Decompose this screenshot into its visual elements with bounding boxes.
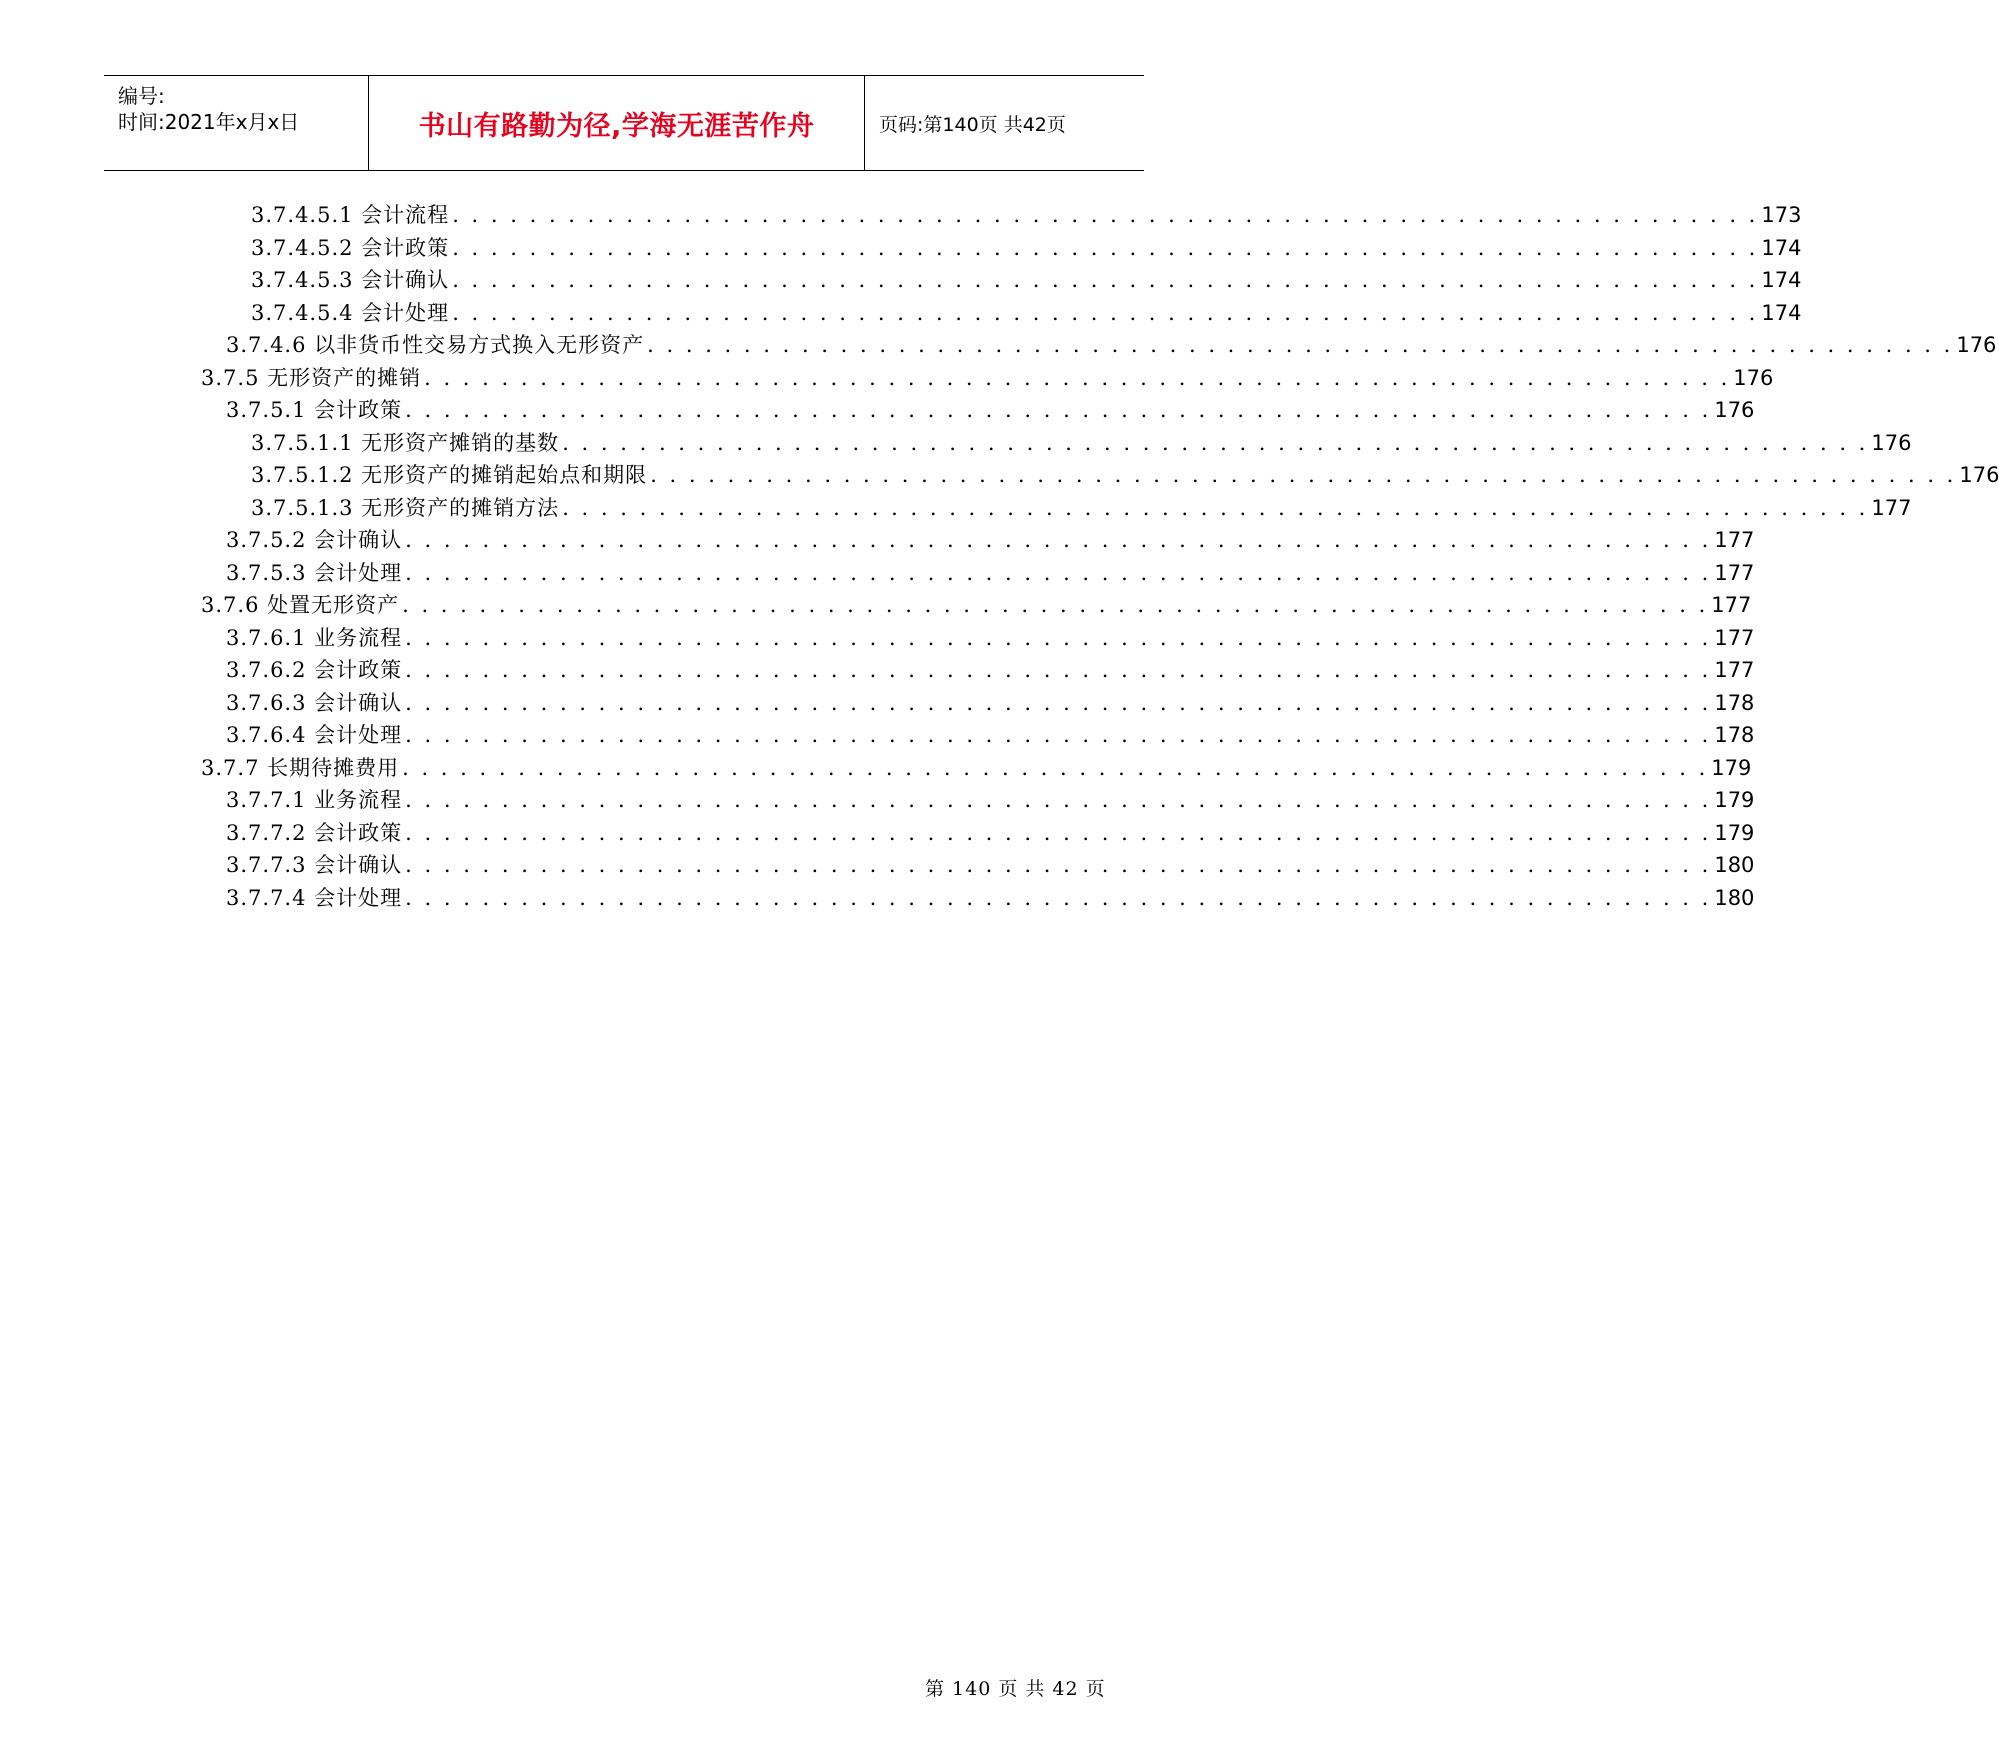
toc-entry-page: 176 bbox=[1956, 333, 1997, 357]
toc-entry[interactable] bbox=[226, 784, 1755, 816]
toc-entry[interactable] bbox=[226, 654, 1755, 686]
toc-entry-page: 180 bbox=[1714, 885, 1755, 910]
toc-entry-label: 3.7.4.6 以非货币性交易方式换入无形资产 bbox=[226, 333, 645, 357]
toc-entry-label: 3.7.6.3 会计确认 bbox=[226, 690, 403, 715]
toc-leader-dots: . . . . . . . . . . . . . . . . . . . . . . . . . . . . . . . . . . . . . . . . . . . . . . . . . . . . . . . . . . . . . . . . . . . . bbox=[562, 495, 1869, 520]
header-page-cell bbox=[865, 76, 1144, 170]
toc-entry-label: 3.7.5.1.1 无形资产摊销的基数 bbox=[251, 430, 560, 455]
toc-entry-label: 3.7.6.2 会计政策 bbox=[226, 658, 403, 682]
toc-leader-dots: . . . . . . . . . . . . . . . . . . . . . . . . . . . . . . . . . . . . . . . . . . . . . . . . . . . . . . . . . . . . . . . . . . . . bbox=[405, 560, 1712, 585]
toc-entry-label: 3.7.5.1.2 无形资产的摊销起始点和期限 bbox=[251, 463, 648, 487]
toc-entry[interactable] bbox=[251, 297, 1802, 329]
toc-entry-label: 3.7.5.1.3 无形资产的摊销方法 bbox=[251, 495, 560, 520]
page-header bbox=[104, 75, 1144, 171]
toc-entry[interactable] bbox=[201, 589, 1752, 621]
toc-entry-label: 3.7.4.5.4 会计处理 bbox=[251, 300, 450, 325]
toc-leader-dots: . . . . . . . . . . . . . . . . . . . . . . . . . . . . . . . . . . . . . . . . . . . . . . . . . . . . . . . . . . . . . . . . . . . . bbox=[405, 788, 1712, 812]
toc-leader-dots: . . . . . . . . . . . . . . . . . . . . . . . . . . . . . . . . . . . . . . . . . . . . . . . . . . . . . . . . . . . . . . . . . . . . bbox=[647, 333, 1954, 357]
toc-entry[interactable] bbox=[226, 524, 1755, 556]
toc-entry[interactable] bbox=[226, 557, 1755, 589]
toc-entry-page: 174 bbox=[1761, 300, 1802, 325]
toc-leader-dots: . . . . . . . . . . . . . . . . . . . . . . . . . . . . . . . . . . . . . . . . . . . . . . . . . . . . . . . . . . . . . . . . . . . . bbox=[424, 365, 1731, 390]
toc-entry-label: 3.7.5.1 会计政策 bbox=[226, 398, 403, 422]
toc-entry[interactable] bbox=[226, 817, 1755, 849]
toc-entry-label: 3.7.7.1 业务流程 bbox=[226, 788, 403, 812]
toc-leader-dots: . . . . . . . . . . . . . . . . . . . . . . . . . . . . . . . . . . . . . . . . . . . . . . . . . . . . . . . . . . . . . . . . . . . . bbox=[405, 723, 1712, 747]
toc-entry[interactable] bbox=[226, 849, 1755, 881]
toc-leader-dots: . . . . . . . . . . . . . . . . . . . . . . . . . . . . . . . . . . . . . . . . . . . . . . . . . . . . . . . . . . . . . . . . . . . . bbox=[650, 463, 1957, 487]
toc-entry-page: 178 bbox=[1714, 690, 1755, 715]
toc-entry[interactable] bbox=[226, 719, 1755, 751]
toc-entry[interactable] bbox=[251, 199, 1802, 231]
toc-entry[interactable] bbox=[226, 329, 1997, 361]
toc-entry-page: 177 bbox=[1714, 625, 1755, 650]
toc-leader-dots: . . . . . . . . . . . . . . . . . . . . . . . . . . . . . . . . . . . . . . . . . . . . . . . . . . . . . . . . . . . . . . . . . . . . bbox=[405, 820, 1712, 845]
toc-entry-label: 3.7.6.1 业务流程 bbox=[226, 625, 403, 650]
header-page-info: 页码:第140页 共42页 bbox=[879, 113, 1066, 136]
toc-entry-label: 3.7.6 处置无形资产 bbox=[201, 593, 400, 617]
doc-time-label: 时间:2021年x月x日 bbox=[118, 110, 300, 134]
toc-entry[interactable] bbox=[251, 264, 1802, 296]
page-footer: 第 140 页 共 42 页 bbox=[925, 1678, 1106, 1700]
header-motto: 书山有路勤为径,学海无涯苦作舟 bbox=[418, 110, 815, 142]
toc-entry-page: 179 bbox=[1714, 788, 1755, 812]
toc-entry-page: 176 bbox=[1959, 463, 1999, 487]
toc-entry-page: 177 bbox=[1714, 658, 1755, 682]
toc-leader-dots: . . . . . . . . . . . . . . . . . . . . . . . . . . . . . . . . . . . . . . . . . . . . . . . . . . . . . . . . . . . . . . . . . . . . bbox=[405, 398, 1712, 422]
toc-leader-dots: . . . . . . . . . . . . . . . . . . . . . . . . . . . . . . . . . . . . . . . . . . . . . . . . . . . . . . . . . . . . . . . . . . . . bbox=[452, 268, 1759, 292]
toc-entry-label: 3.7.4.5.3 会计确认 bbox=[251, 268, 450, 292]
toc-entry-label: 3.7.5.3 会计处理 bbox=[226, 560, 403, 585]
toc-entry-page: 176 bbox=[1714, 398, 1755, 422]
toc-entry-label: 3.7.4.5.1 会计流程 bbox=[251, 203, 450, 227]
doc-number-label: 编号: bbox=[118, 84, 165, 108]
toc-entry[interactable] bbox=[251, 427, 1912, 459]
toc-entry-page: 177 bbox=[1871, 495, 1912, 520]
toc-entry-label: 3.7.7.2 会计政策 bbox=[226, 820, 403, 845]
toc-leader-dots: . . . . . . . . . . . . . . . . . . . . . . . . . . . . . . . . . . . . . . . . . . . . . . . . . . . . . . . . . . . . . . . . . . . . bbox=[402, 593, 1709, 617]
toc-entry-page: 180 bbox=[1714, 853, 1755, 877]
toc-leader-dots: . . . . . . . . . . . . . . . . . . . . . . . . . . . . . . . . . . . . . . . . . . . . . . . . . . . . . . . . . . . . . . . . . . . . bbox=[405, 690, 1712, 715]
toc-entry[interactable] bbox=[226, 882, 1755, 914]
header-meta-cell bbox=[104, 76, 369, 170]
toc-entry[interactable] bbox=[201, 752, 1752, 784]
toc-leader-dots: . . . . . . . . . . . . . . . . . . . . . . . . . . . . . . . . . . . . . . . . . . . . . . . . . . . . . . . . . . . . . . . . . . . . bbox=[452, 203, 1759, 227]
toc-entry-page: 176 bbox=[1733, 365, 1774, 390]
toc-entry[interactable] bbox=[251, 232, 1802, 264]
toc-entry[interactable] bbox=[226, 687, 1755, 719]
toc-entry-label: 3.7.5 无形资产的摊销 bbox=[201, 365, 422, 390]
toc-leader-dots: . . . . . . . . . . . . . . . . . . . . . . . . . . . . . . . . . . . . . . . . . . . . . . . . . . . . . . . . . . . . . . . . . . . . bbox=[405, 625, 1712, 650]
toc-entry-page: 178 bbox=[1714, 723, 1755, 747]
toc-entry[interactable] bbox=[201, 362, 1774, 394]
toc-entry-page: 177 bbox=[1714, 560, 1755, 585]
toc-entry-label: 3.7.6.4 会计处理 bbox=[226, 723, 403, 747]
toc-entry-label: 3.7.7 长期待摊费用 bbox=[201, 755, 400, 780]
toc-entry-label: 3.7.5.2 会计确认 bbox=[226, 528, 403, 552]
toc-entry-page: 174 bbox=[1761, 268, 1802, 292]
toc-entry-page: 176 bbox=[1871, 430, 1912, 455]
toc-entry-page: 173 bbox=[1761, 203, 1802, 227]
toc-entry[interactable] bbox=[251, 492, 1912, 524]
toc-leader-dots: . . . . . . . . . . . . . . . . . . . . . . . . . . . . . . . . . . . . . . . . . . . . . . . . . . . . . . . . . . . . . . . . . . . . bbox=[452, 300, 1759, 325]
toc-entry-page: 174 bbox=[1761, 235, 1802, 260]
header-motto-cell bbox=[369, 76, 865, 170]
toc-entry-page: 177 bbox=[1714, 528, 1755, 552]
toc-entry-label: 3.7.7.3 会计确认 bbox=[226, 853, 403, 877]
toc-entry-label: 3.7.7.4 会计处理 bbox=[226, 885, 403, 910]
toc-leader-dots: . . . . . . . . . . . . . . . . . . . . . . . . . . . . . . . . . . . . . . . . . . . . . . . . . . . . . . . . . . . . . . . . . . . . bbox=[405, 885, 1712, 910]
toc-leader-dots: . . . . . . . . . . . . . . . . . . . . . . . . . . . . . . . . . . . . . . . . . . . . . . . . . . . . . . . . . . . . . . . . . . . . bbox=[405, 528, 1712, 552]
toc-leader-dots: . . . . . . . . . . . . . . . . . . . . . . . . . . . . . . . . . . . . . . . . . . . . . . . . . . . . . . . . . . . . . . . . . . . . bbox=[405, 853, 1712, 877]
toc-leader-dots: . . . . . . . . . . . . . . . . . . . . . . . . . . . . . . . . . . . . . . . . . . . . . . . . . . . . . . . . . . . . . . . . . . . . bbox=[562, 430, 1869, 455]
toc-entry-page: 179 bbox=[1711, 755, 1752, 780]
toc-entry[interactable] bbox=[226, 394, 1755, 426]
toc-entry-page: 179 bbox=[1714, 820, 1755, 845]
toc-entry-label: 3.7.4.5.2 会计政策 bbox=[251, 235, 450, 260]
toc-leader-dots: . . . . . . . . . . . . . . . . . . . . . . . . . . . . . . . . . . . . . . . . . . . . . . . . . . . . . . . . . . . . . . . . . . . . bbox=[452, 235, 1759, 260]
toc-entry-page: 177 bbox=[1711, 593, 1752, 617]
toc-leader-dots: . . . . . . . . . . . . . . . . . . . . . . . . . . . . . . . . . . . . . . . . . . . . . . . . . . . . . . . . . . . . . . . . . . . . bbox=[402, 755, 1709, 780]
toc-entry[interactable] bbox=[226, 622, 1755, 654]
toc-entry[interactable] bbox=[251, 459, 1999, 491]
toc-leader-dots: . . . . . . . . . . . . . . . . . . . . . . . . . . . . . . . . . . . . . . . . . . . . . . . . . . . . . . . . . . . . . . . . . . . . bbox=[405, 658, 1712, 682]
